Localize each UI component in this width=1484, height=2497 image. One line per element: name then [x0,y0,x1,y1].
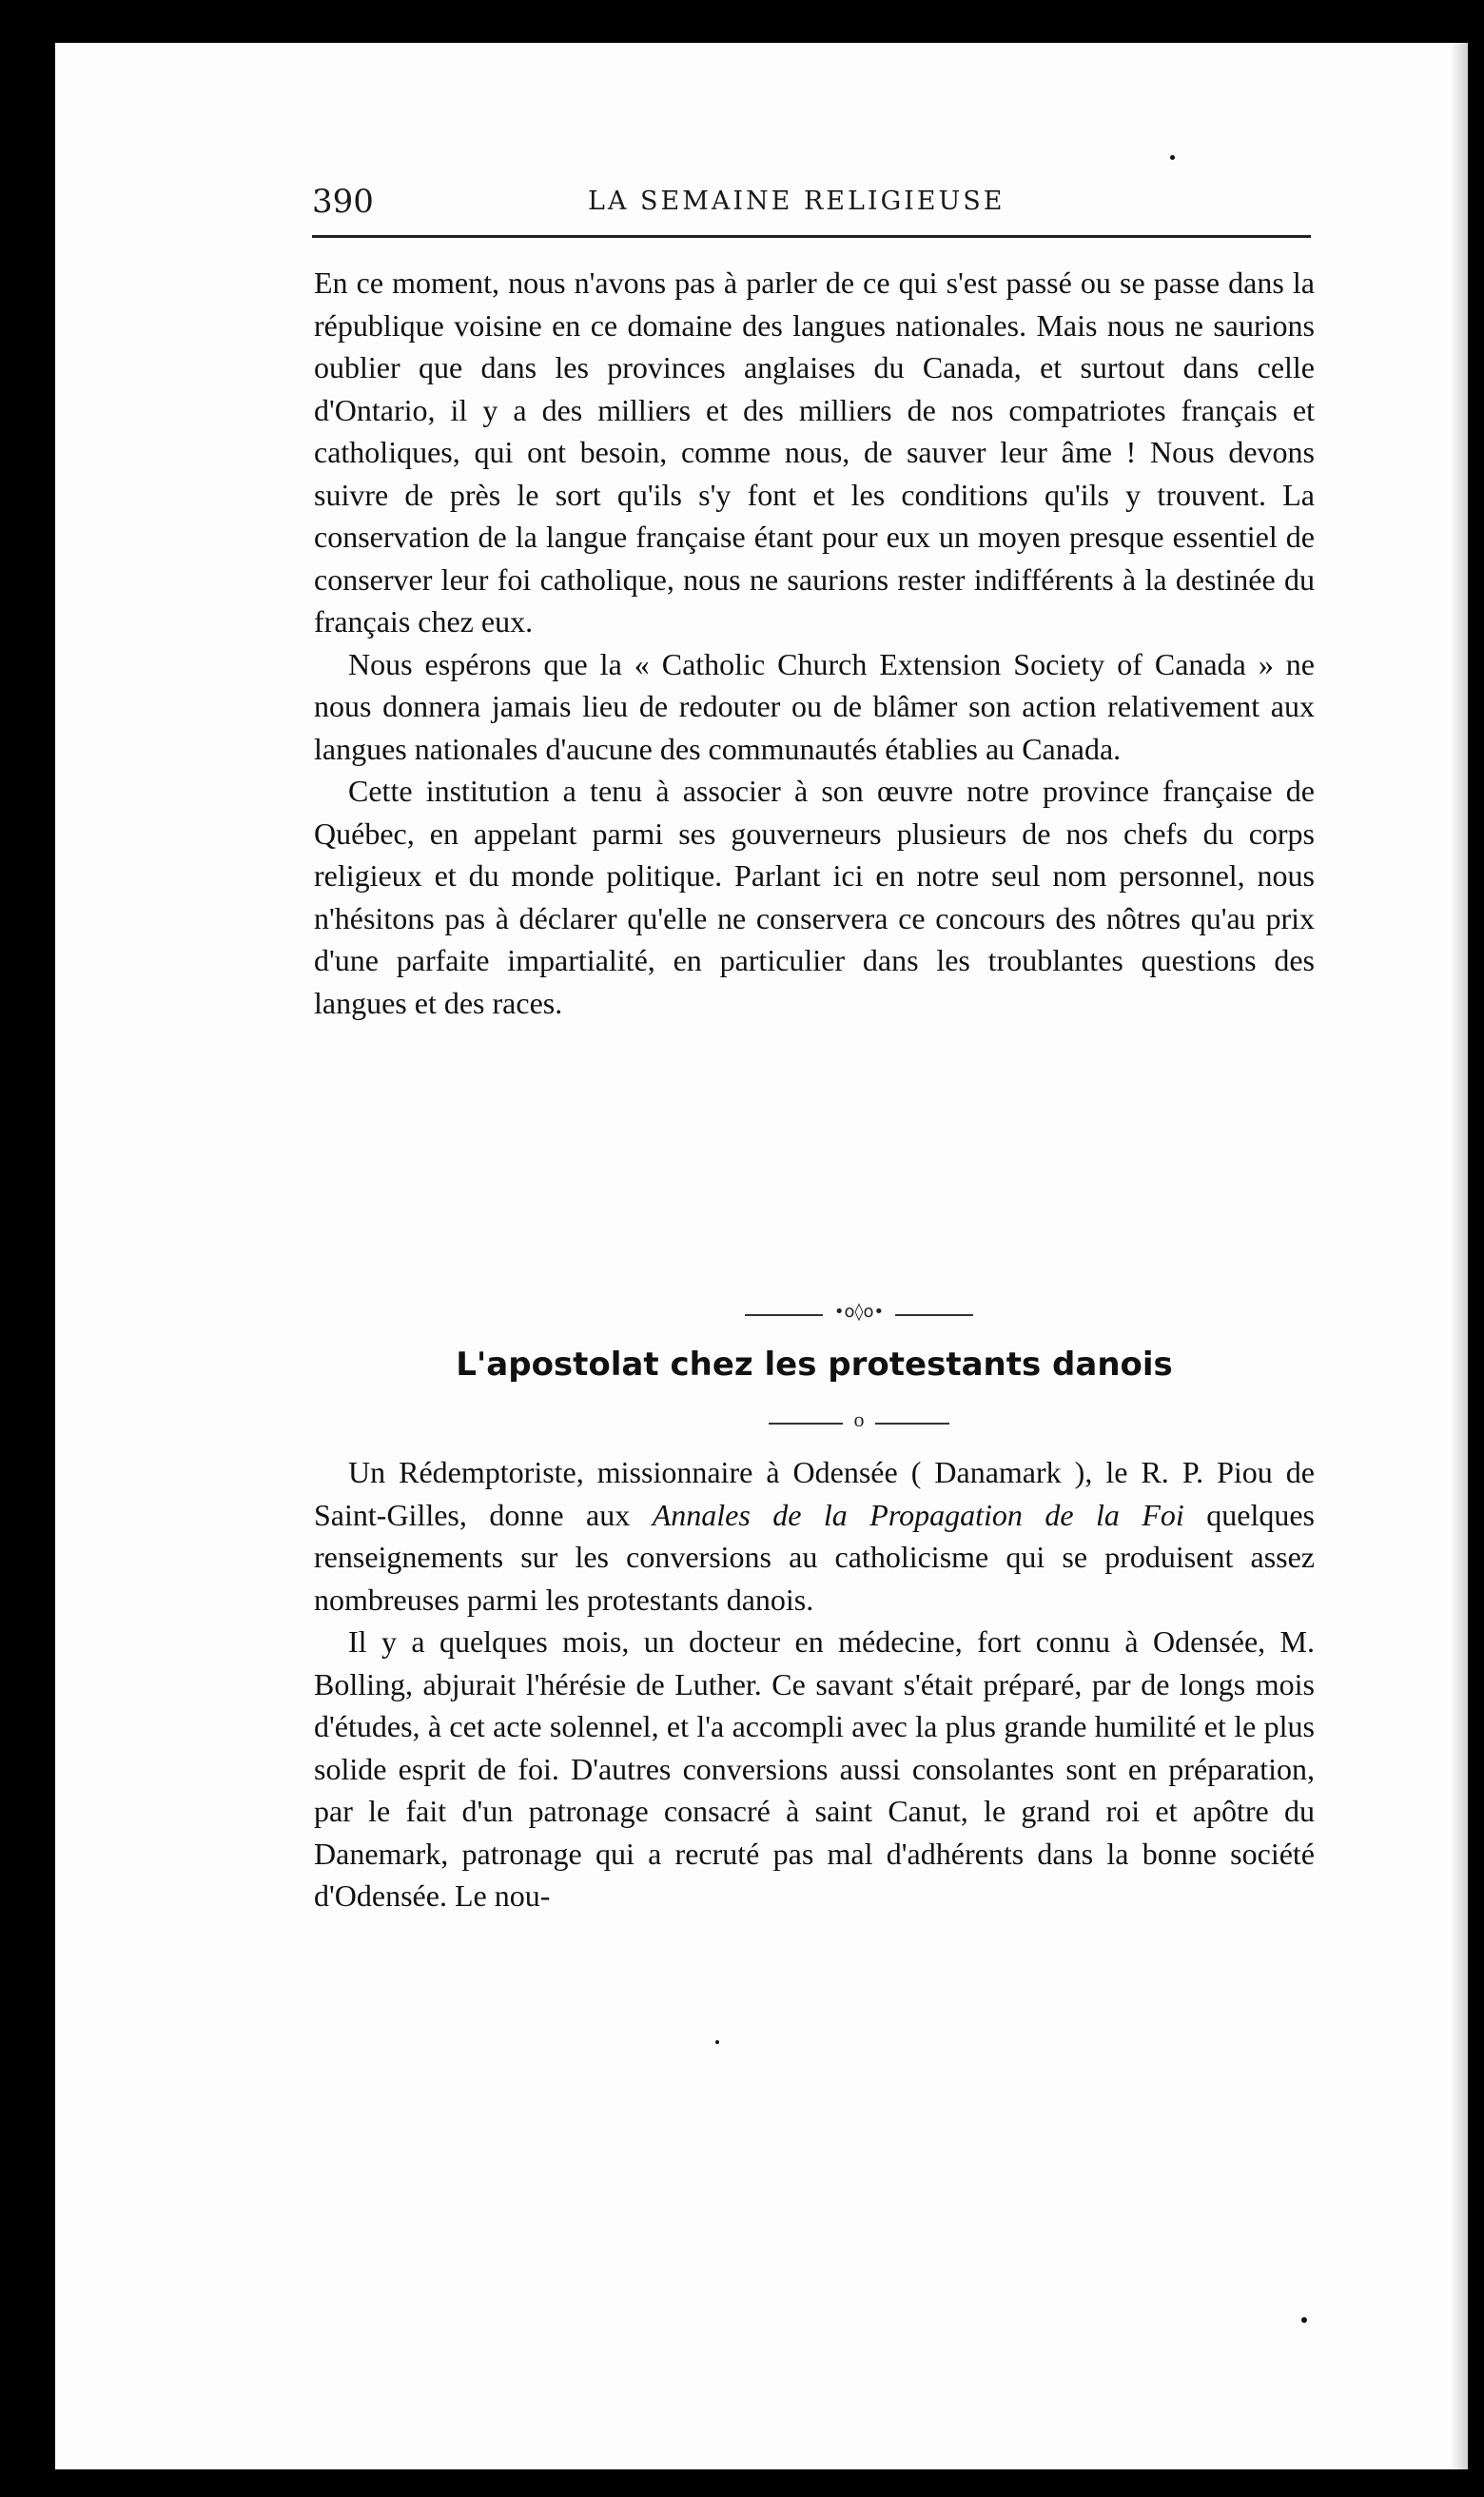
page-number: 390 [312,183,374,221]
divider-line-left [769,1423,843,1425]
section-title: L'apostolat chez les protestants danois [456,1346,1173,1384]
page-header [312,183,1311,228]
article-body-1 [314,262,1315,1024]
scan-speck [1170,155,1175,160]
publication-title: Annales de la Propagation de la Foi [652,1497,1184,1532]
scan-speck [1301,2317,1307,2323]
divider-line-right [875,1423,949,1425]
ornament-line-right [895,1314,973,1316]
section-ornament [745,1302,973,1324]
paragraph-2: Nous espérons que la « Catholic Church Extension Society of Canada » ne nous donnera jamais lieu de redouter ou de blâmer son action relativement aux langues nationales d'aucune des communautés établies au Canada. [314,646,1315,766]
paragraph-5: Il y a quelques mois, un docteur en médecine, fort connu à Odensée, M. Bolling, abjurait l'hérésie de Luther. Ce savant s'était préparé, par de longs mois d'études, à cet acte solennel, et l'a accompli avec la plus grande humilité et le plus solide esprit de foi. D'autres conversions aussi consolantes sont en préparation, par le fait d'un patronage consacré à saint Canut, le grand roi et apôtre du Danemark, patronage qui a recruté pas mal d'adhérents dans la bonne société d'Odensée. Le nou- [314,1624,1315,1913]
divider-glyph: o [853,1407,865,1431]
ornament-line-left [745,1314,823,1316]
paragraph-1: En ce moment, nous n'avons pas à parler de ce qui s'est passé ou se passe dans la république voisine en ce domaine des langues nationales. Mais nous ne saurions oublier que dans les provinces anglaises du Canada, et surtout dans celle d'Ontario, il y a des milliers et des milliers de nos compatriotes français et catholiques, qui ont besoin, comme nous, de sauver leur âme ! Nous devons suivre de près le sort qu'ils s'y font et les conditions qu'ils y trouvent. La conservation de la langue française étant pour eux un moyen presque essentiel de conserver leur foi catholique, nous ne saurions rester indifférents à la destinée du français chez eux. [314,265,1315,639]
ornament-glyph: •o◊o• [833,1302,885,1322]
running-title: LA SEMAINE RELIGIEUSE [588,187,1006,216]
header-rule [312,235,1311,238]
paragraph-4-text-b: quelques renseignements sur les conversions au catholicisme qui se produisent assez nombreuses parmi les protestants danois. [314,1497,1316,1617]
scan-speck [715,2040,719,2044]
paragraph-3: Cette institution a tenu à associer à son œuvre notre province française de Québec, en appelant parmi ses gouverneurs plusieurs de nos chefs du corps religieux et du monde politique. Parlant ici en notre seul nom personnel, nous n'hésitons pas à déclarer qu'elle ne conservera ce concours des nôtres qu'au prix d'une parfaite impartialité, en particulier dans les troublantes questions des langues et des races. [314,774,1315,1020]
paragraph-4 [314,1451,1315,1621]
page-edge-shadow [1451,43,1468,2469]
paragraph-4-text-a: Un Rédemptoriste, missionnaire à Odensée ( Danamark ), le R. P. Piou de Saint-Gilles, donne aux [314,1455,1315,1532]
article-body-2 [314,1451,1315,1917]
title-divider [769,1407,949,1431]
